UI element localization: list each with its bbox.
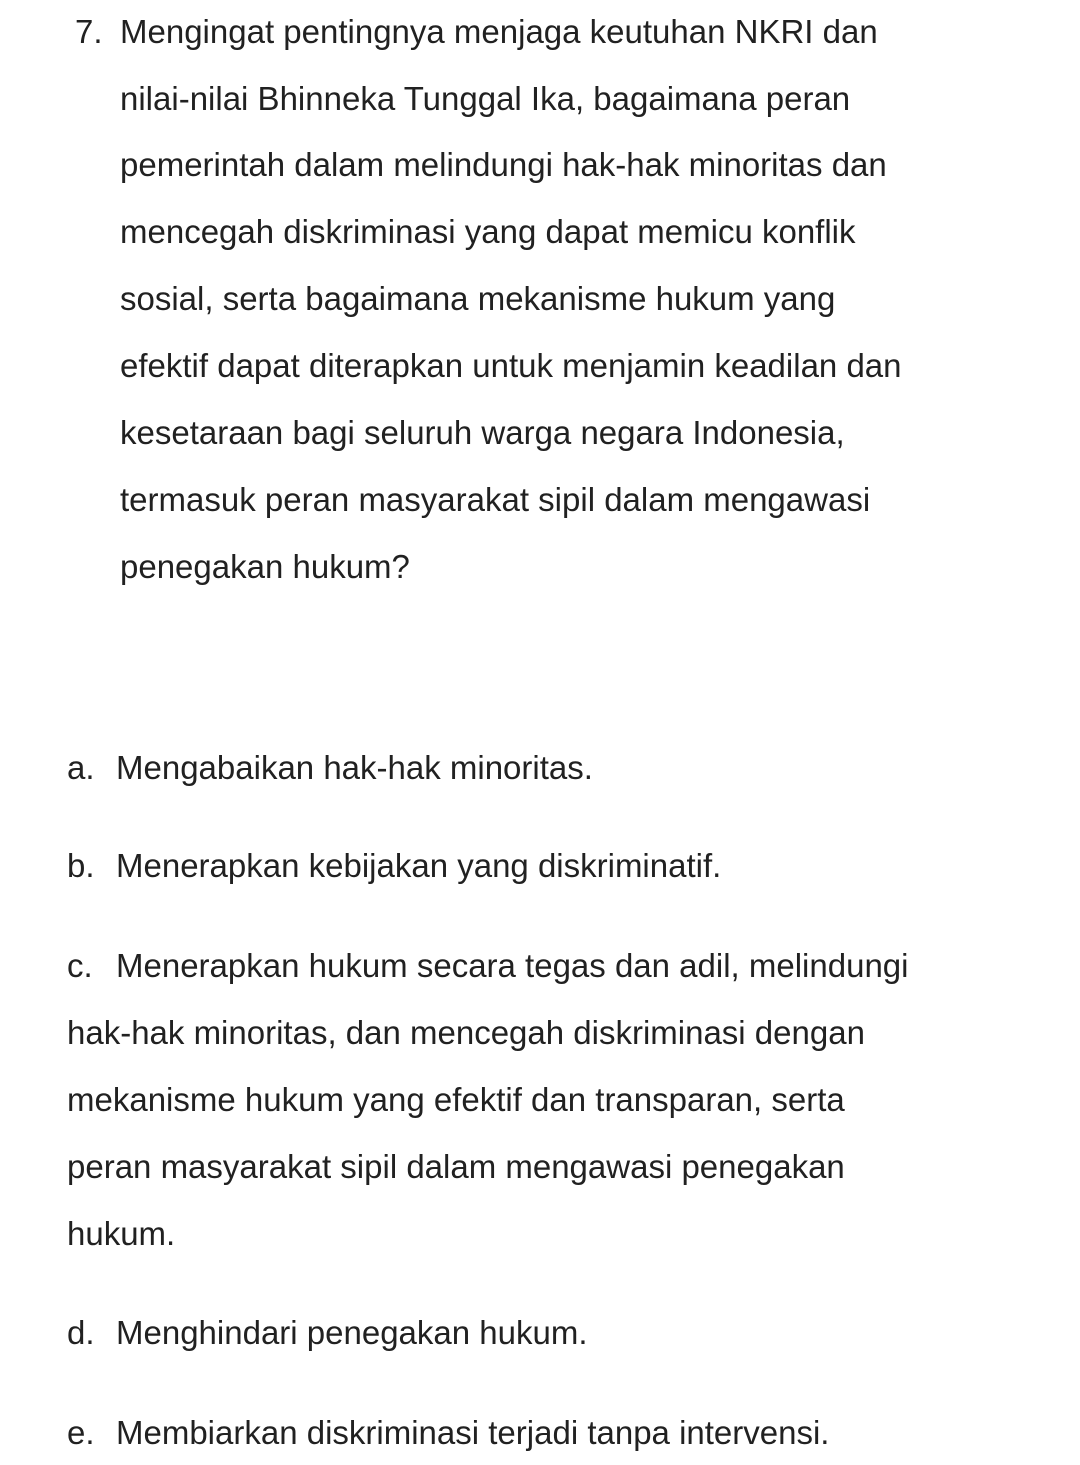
option-text-line: mekanisme hukum yang efektif dan transparan, serta — [67, 1081, 845, 1118]
option-text: Menghindari penegakan hukum. — [116, 1314, 588, 1351]
question-line: sosial, serta bagaimana mekanisme hukum yang — [120, 280, 836, 317]
option-c-first-line — [67, 946, 908, 986]
question-line: mencegah diskriminasi yang dapat memicu konflik — [120, 213, 856, 250]
question-line: efektif dapat diterapkan untuk menjamin keadilan dan — [120, 347, 902, 384]
option-text: Mengabaikan hak-hak minoritas. — [116, 749, 593, 786]
option-e[interactable] — [67, 1413, 829, 1453]
question-line: nilai-nilai Bhinneka Tunggal Ika, bagaimana peran — [120, 80, 851, 117]
option-text-line: peran masyarakat sipil dalam mengawasi penegakan — [67, 1148, 845, 1185]
option-letter: b. — [67, 847, 95, 884]
question-line: penegakan hukum? — [120, 548, 410, 585]
option-text-line: hukum. — [67, 1215, 176, 1252]
question-number: 7. — [75, 13, 103, 50]
option-text: Menerapkan hukum secara tegas dan adil, melindungi — [116, 947, 909, 984]
option-b[interactable] — [67, 846, 721, 886]
option-letter: d. — [67, 1314, 95, 1351]
option-d[interactable] — [67, 1313, 588, 1353]
question-line: termasuk peran masyarakat sipil dalam mengawasi — [120, 481, 871, 518]
option-a[interactable] — [67, 748, 593, 788]
option-letter: e. — [67, 1414, 95, 1451]
option-text: Membiarkan diskriminasi terjadi tanpa intervensi. — [116, 1414, 830, 1451]
option-letter: a. — [67, 749, 95, 786]
option-text: Menerapkan kebijakan yang diskriminatif. — [116, 847, 722, 884]
question-line: Mengingat pentingnya menjaga keutuhan NKRI dan — [120, 13, 878, 50]
option-text-line: hak-hak minoritas, dan mencegah diskriminasi dengan — [67, 1014, 865, 1051]
option-letter: c. — [67, 947, 93, 984]
question-line: kesetaraan bagi seluruh warga negara Indonesia, — [120, 414, 845, 451]
question-line: pemerintah dalam melindungi hak-hak minoritas dan — [120, 146, 887, 183]
